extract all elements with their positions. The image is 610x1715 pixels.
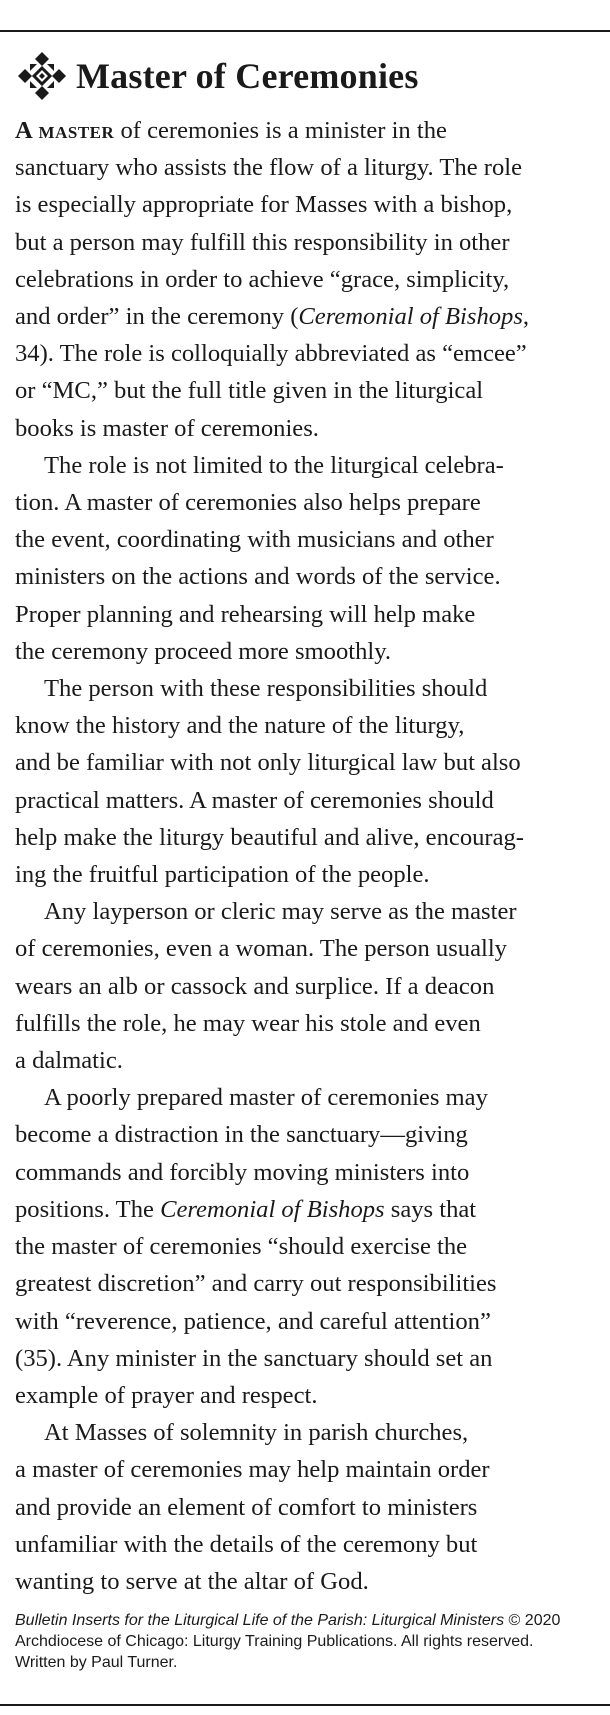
article-body <box>15 112 595 1600</box>
paragraph-1: A master of ceremonies is a minister in the sanctuary who assists the flow of a liturgy. The role is especially appropriate for Masses with a bishop, but a person may fulfill this responsibility in other celebrations in order to achieve “grace, simplicity, and order” in the ceremony (Ceremonial of Bishops, 34). The role is colloquially abbreviated as “emcee” or “MC,” but the full title given in the liturgical books is master of ceremonies. <box>15 117 530 442</box>
bottom-rule <box>0 1704 610 1706</box>
citation-title: Ceremonial of Bishops <box>160 1195 385 1223</box>
top-rule <box>0 30 610 32</box>
footer-publication-title: Bulletin Inserts for the Liturgical Life of the Parish: Liturgical Ministers <box>15 1612 505 1629</box>
paragraph-2: The role is not limited to the liturgical celebra- tion. A master of ceremonies also helps prepare the event, coordinating with musicians and other ministers on the actions and words of the service. Proper planning and rehearsing will help make the ceremony proceed more smoothly. <box>15 451 504 665</box>
footer <box>15 1610 605 1673</box>
citation-title: Ceremonial of Bishops <box>298 303 523 331</box>
paragraph-5: A poorly prepared master of ceremonies may become a distraction in the sanctuary—giving commands and forcibly moving ministers into positions. The Ceremonial of Bishops says that the master of ceremonies “should exercise the greatest discretion” and carry out responsibilities with “reverence, patience, and careful attention” (35). Any minister in the sanctuary should set an example of prayer and respect. <box>15 1084 497 1409</box>
paragraph-6: At Masses of solemnity in parish churches, a master of ceremonies may help maintain order and provide an element of comfort to ministers unfamiliar with the details of the ceremony but wanting to serve at the altar of God. <box>15 1419 490 1595</box>
page-title: Master of Ceremonies <box>76 56 419 96</box>
footer-publisher: Archdiocese of Chicago: Liturgy Training Publications. All rights reserved. <box>15 1633 534 1650</box>
lead-word: A master <box>15 117 115 144</box>
ornament-icon <box>18 52 66 100</box>
heading <box>18 48 419 104</box>
paragraph-4: Any layperson or cleric may serve as the master of ceremonies, even a woman. The person usually wears an alb or cassock and surplice. If a deacon fulfills the role, he may wear his stole and even a dalmatic. <box>15 898 517 1075</box>
footer-copyright: © 2020 <box>504 1612 561 1629</box>
footer-author: Written by Paul Turner. <box>15 1654 178 1671</box>
paragraph-3: The person with these responsibilities should know the history and the nature of the liturgy, and be familiar with not only liturgical law but also practical matters. A master of ceremonies should help make the liturgy beautiful and alive, encourag- ing the fruitful participation of the people. <box>15 675 524 889</box>
